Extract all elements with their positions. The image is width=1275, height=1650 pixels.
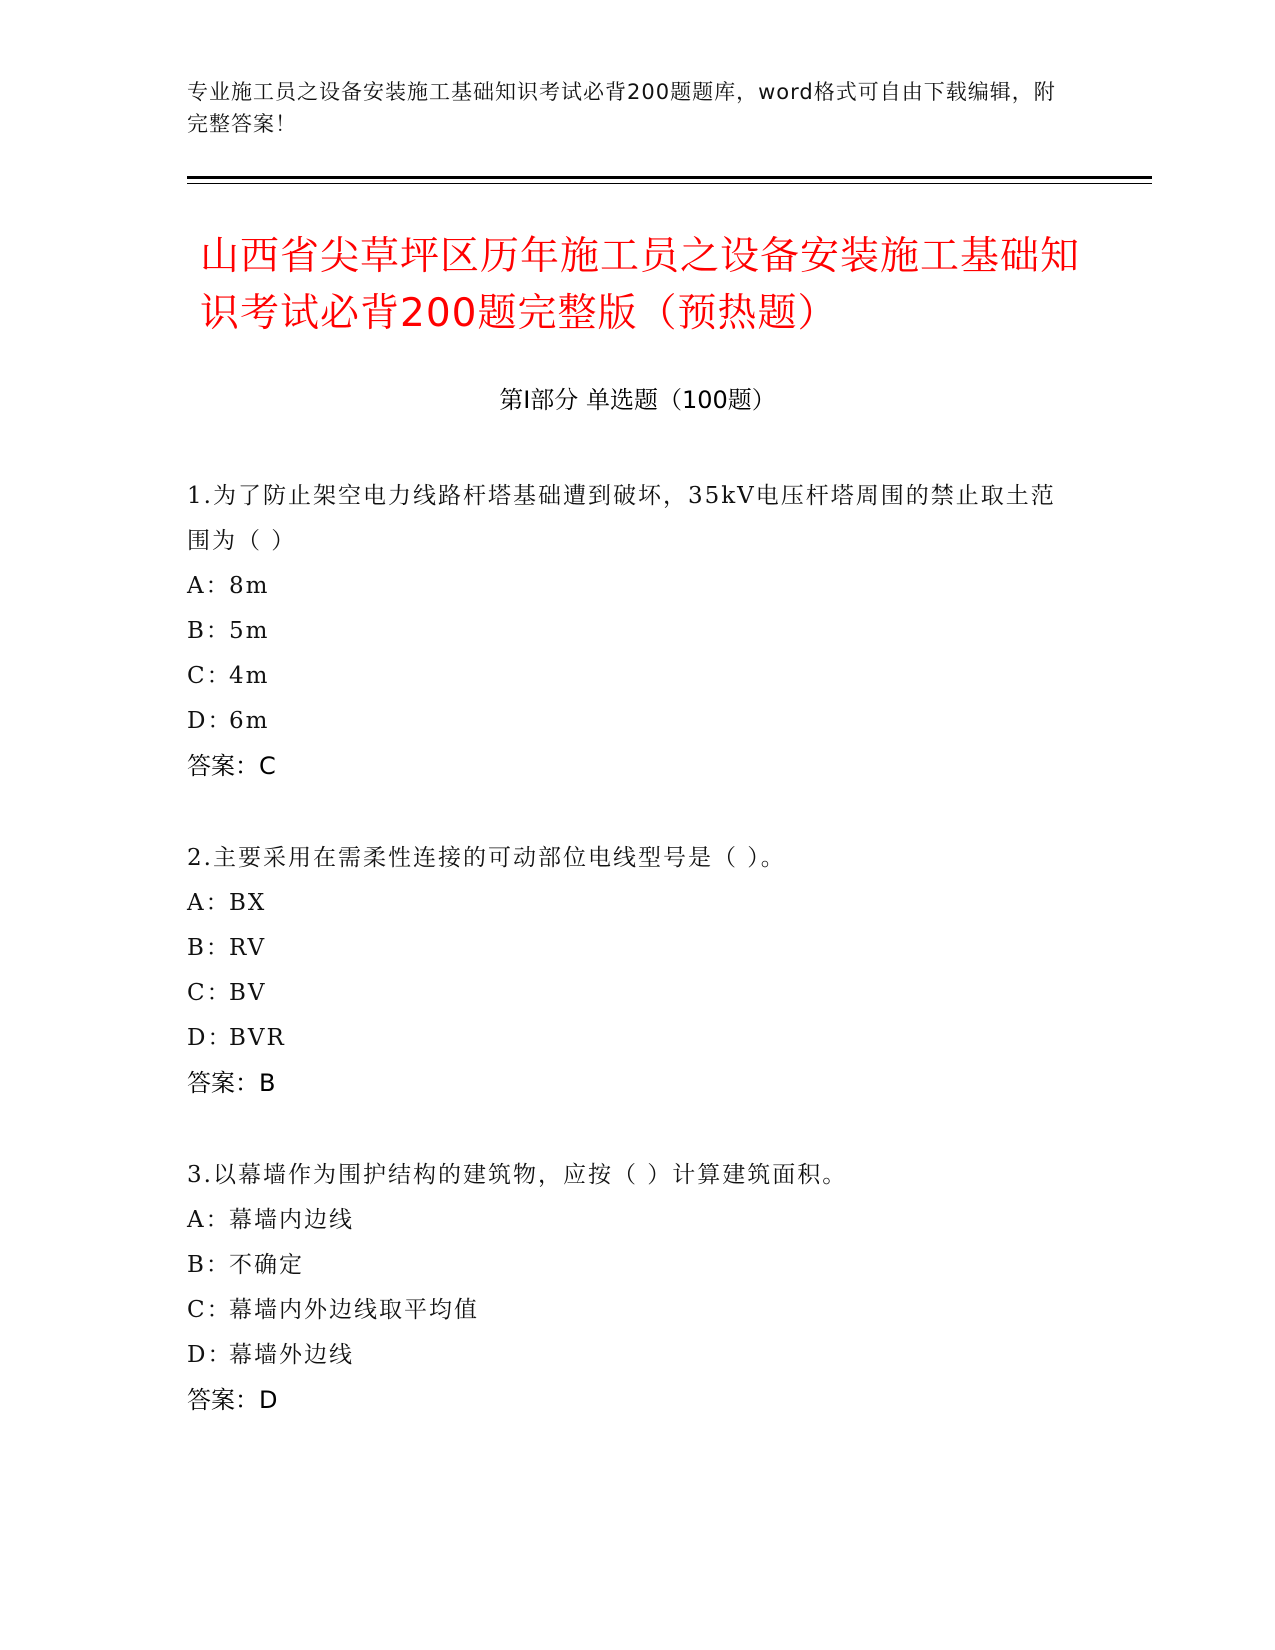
header-divider-thin [187,183,1152,184]
document-title: 山西省尖草坪区历年施工员之设备安装施工基础知识考试必背200题完整版（预热题） [200,234,1081,336]
header-divider-thick [187,176,1152,179]
section-heading: 第I部分 单选题（100题） [499,386,776,414]
option-text: 5m [229,618,270,644]
option-text: 幕墙内边线 [229,1207,354,1233]
option-c [187,1288,1067,1333]
option-key: A： [187,890,231,916]
option-b [187,926,1067,971]
option-a [187,564,1067,609]
option-text: 幕墙外边线 [229,1342,354,1368]
option-b [187,1243,1067,1288]
option-text: BV [229,980,267,1006]
question-3 [187,1153,1067,1423]
option-text: BX [229,890,267,916]
option-key: D： [187,708,233,734]
question-stem: 1.为了防止架空电力线路杆塔基础遭到破坏，35kV电压杆塔周围的禁止取土范围为（ ） [187,483,1056,554]
option-text: 不确定 [229,1252,304,1278]
option-key: B： [187,618,231,644]
option-a [187,881,1067,926]
question-2 [187,836,1067,1106]
option-text: 6m [229,708,270,734]
option-key: A： [187,573,231,599]
option-c [187,971,1067,1016]
answer: 答案：B [187,1069,276,1097]
option-text: BVR [229,1025,286,1051]
option-a [187,1198,1067,1243]
answer: 答案：C [187,752,276,780]
option-d [187,1016,1067,1061]
option-key: C： [187,1297,232,1323]
option-key: D： [187,1342,233,1368]
option-key: D： [187,1025,233,1051]
question-list [187,474,1067,1470]
question-1 [187,474,1067,789]
header-note: 专业施工员之设备安装施工基础知识考试必背200题题库，word格式可自由下载编辑，附完整答案！ [187,80,1056,136]
option-c [187,654,1067,699]
option-key: C： [187,980,232,1006]
option-key: A： [187,1207,231,1233]
option-text: 幕墙内外边线取平均值 [229,1297,479,1323]
question-stem: 2.主要采用在需柔性连接的可动部位电线型号是（ ）。 [187,845,786,871]
option-key: B： [187,1252,231,1278]
answer: 答案：D [187,1386,278,1414]
option-text: 4m [229,663,270,689]
option-text: RV [229,935,267,961]
option-key: B： [187,935,231,961]
option-text: 8m [229,573,270,599]
option-b [187,609,1067,654]
option-d [187,1333,1067,1378]
option-key: C： [187,663,232,689]
option-d [187,699,1067,744]
question-stem: 3.以幕墙作为围护结构的建筑物，应按（ ）计算建筑面积。 [187,1162,848,1188]
